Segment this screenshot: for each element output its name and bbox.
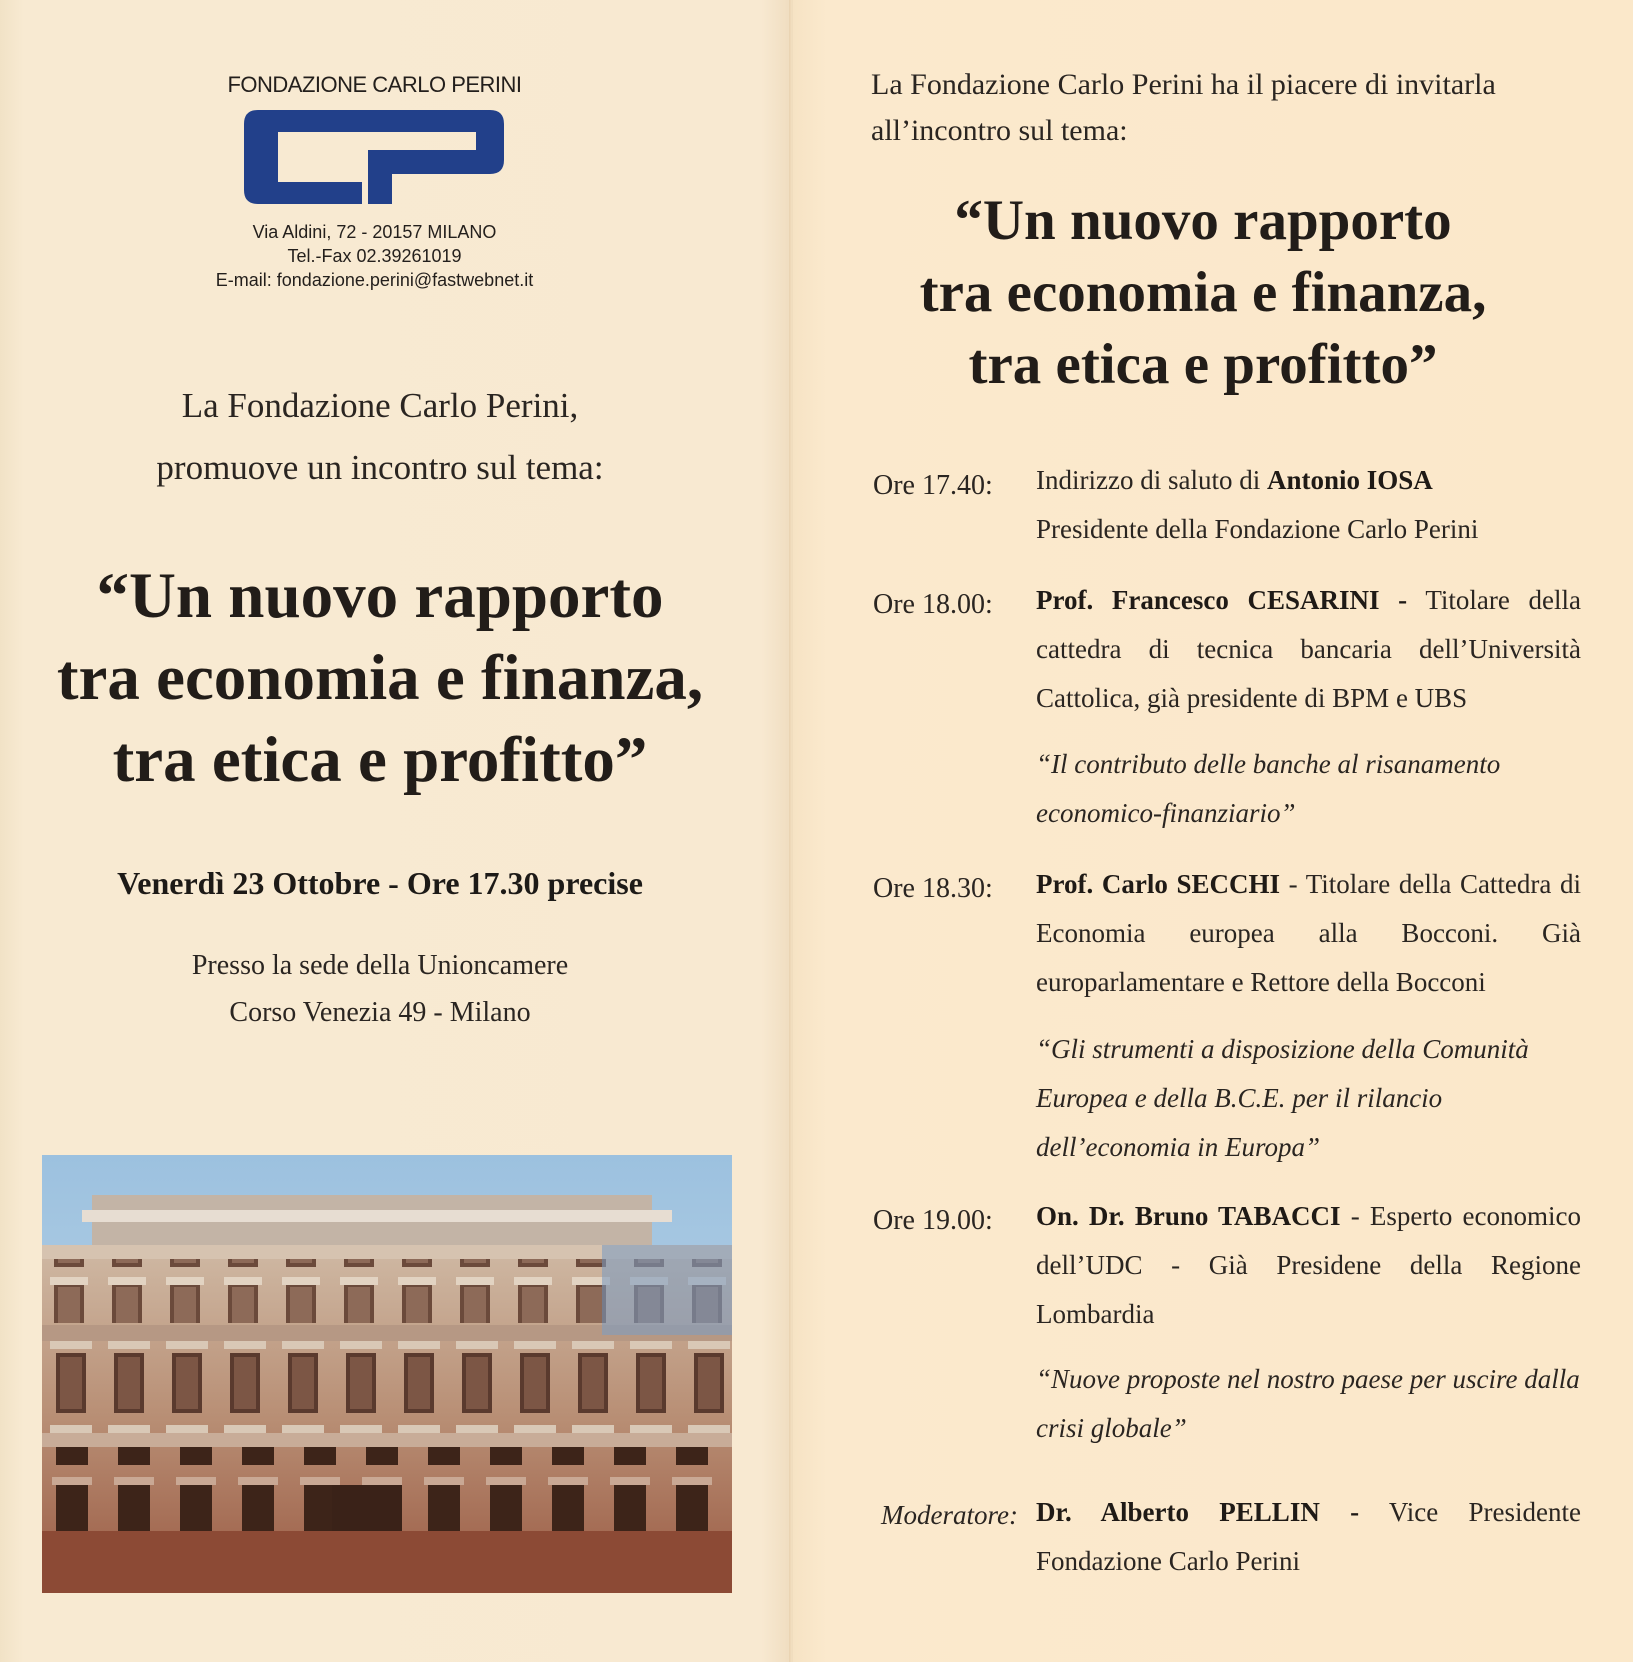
venue-line-1: Presso la sede della Unioncamere xyxy=(191,950,569,981)
moderator-label: Moderatore: xyxy=(881,1500,1018,1530)
left-panel xyxy=(0,0,793,1662)
cp-logo xyxy=(244,110,504,210)
talk-title: “Gli strumenti a disposizione della Comunità Europea e della B.C.E. per il rilancio dell’economia in Europa” xyxy=(1036,1034,1529,1162)
talk-title: “Nuove proposte nel nostro paese per uscire dalla crisi globale” xyxy=(1036,1364,1580,1443)
venue-line-2: Corso Venezia 49 - Milano xyxy=(229,997,531,1028)
schedule-detail: Indirizzo di saluto di Antonio IOSA Presidente della Fondazione Carlo Perini xyxy=(1036,465,1479,544)
event-date: Venerdì 23 Ottobre - Ore 17.30 precise xyxy=(117,865,643,901)
schedule-time: Ore 17.40: xyxy=(873,470,993,501)
schedule-detail: Prof. Francesco CESARINI - Titolare della cattedra di tecnica bancaria dell’Università Cattolica, già presidente di BPM e UBS xyxy=(1036,585,1581,713)
title-line-3: tra etica e profitto” xyxy=(112,724,648,796)
schedule-time: Ore 18.30: xyxy=(873,873,993,904)
title-line-1: “Un nuovo rapporto xyxy=(96,560,664,632)
schedule-time: Ore 18.00: xyxy=(873,589,993,620)
address: Via Aldini, 72 - 20157 MILANO xyxy=(252,222,497,242)
intro-line-1: La Fondazione Carlo Perini, xyxy=(181,386,579,425)
invitation-text: La Fondazione Carlo Perini ha il piacere di invitarla all’incontro sul tema: xyxy=(871,68,1496,147)
intro-line-2: promuove un incontro sul tema: xyxy=(156,448,604,487)
title-line-2: tra economia e finanza, xyxy=(56,642,704,714)
schedule-detail: Prof. Carlo SECCHI - Titolare della Cattedra di Economia europea alla Bocconi. Già europarlamentare e Rettore della Bocconi xyxy=(1036,869,1582,997)
event-title: “Un nuovo rapporto tra economia e finanza, tra etica e profitto” xyxy=(919,189,1487,396)
org-name: FONDAZIONE CARLO PERINI xyxy=(227,72,522,97)
right-panel xyxy=(793,0,1633,1662)
moderator-detail: Dr. Alberto PELLIN - Vice Presidente Fondazione Carlo Perini xyxy=(1036,1497,1581,1576)
phone: Tel.-Fax 02.39261019 xyxy=(287,246,462,266)
email: E-mail: fondazione.perini@fastwebnet.it xyxy=(215,270,534,290)
talk-title: “Il contributo delle banche al risanamento economico-finanziario” xyxy=(1036,749,1501,828)
schedule-time: Ore 19.00: xyxy=(873,1205,993,1236)
building-photo xyxy=(42,1155,732,1593)
schedule-detail: On. Dr. Bruno TABACCI - Esperto economico dell’UDC - Già Presidene della Regione Lombardia xyxy=(1036,1201,1582,1329)
